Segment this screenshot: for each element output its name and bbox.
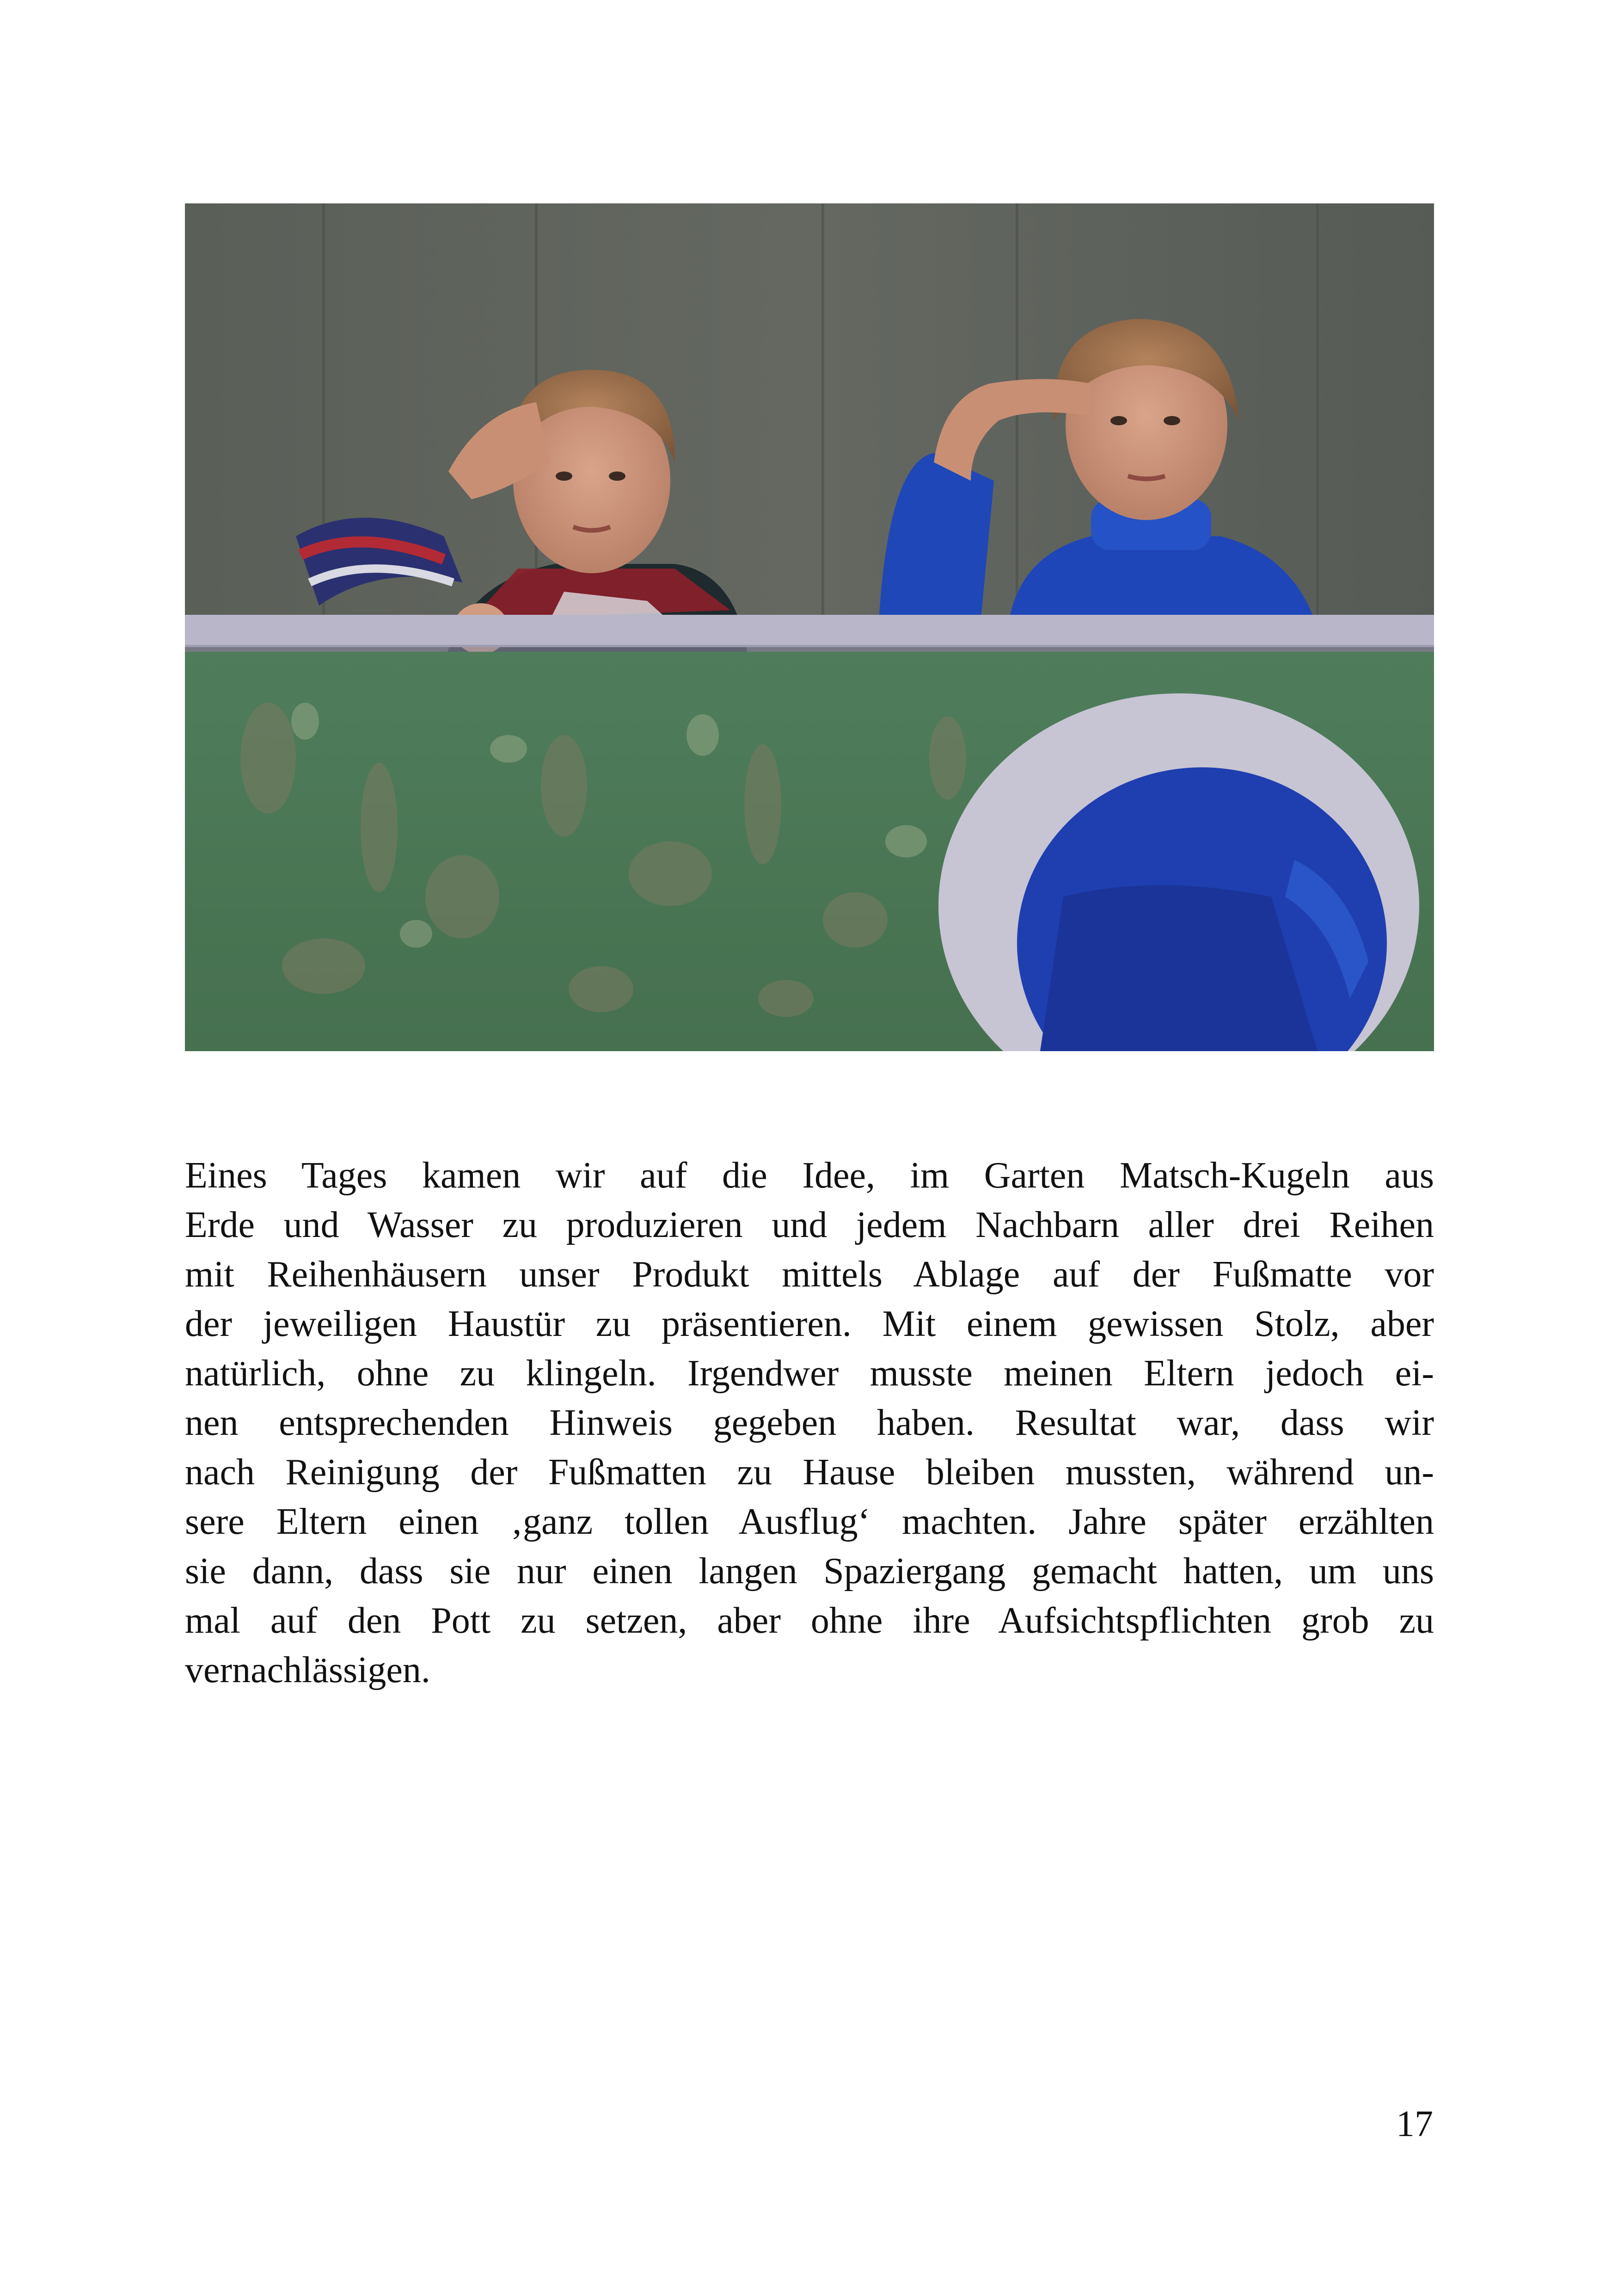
- paragraph-line: nach Reinigung der Fußmatten zu Hause bleiben mussten, während un-: [185, 1452, 1434, 1493]
- photo-illustration: [185, 203, 1434, 1051]
- paragraph-line: vernachlässigen.: [185, 1650, 430, 1690]
- paragraph-line: Erde und Wasser zu produzieren und jedem Nachbarn aller drei Reihen: [185, 1205, 1434, 1245]
- paragraph-line: Eines Tages kamen wir auf die Idee, im Garten Matsch-Kugeln aus: [185, 1155, 1434, 1196]
- photo-two-boys-saluting: [185, 203, 1434, 1051]
- paragraph-line: sere Eltern einen ‚ganz tollen Ausflug‘ machten. Jahre später erzählten: [185, 1501, 1434, 1542]
- paragraph-line: nen entsprechenden Hinweis gegeben haben. Resultat war, dass wir: [185, 1402, 1434, 1443]
- page-number: 17: [1396, 2104, 1433, 2144]
- paragraph-line: der jeweiligen Haustür zu präsentieren. Mit einem gewissen Stolz, aber: [185, 1304, 1434, 1344]
- paragraph-line: sie dann, dass sie nur einen langen Spaziergang gemacht hatten, um uns: [185, 1551, 1434, 1592]
- paragraph-line: mal auf den Pott zu setzen, aber ohne ihre Aufsichtspflichten grob zu: [185, 1600, 1434, 1641]
- paragraph-line: natürlich, ohne zu klingeln. Irgendwer musste meinen Eltern jedoch ei-: [185, 1353, 1434, 1394]
- paragraph-line: mit Reihenhäusern unser Produkt mittels Ablage auf der Fußmatte vor: [185, 1254, 1434, 1295]
- body-paragraph: [185, 1151, 1434, 1695]
